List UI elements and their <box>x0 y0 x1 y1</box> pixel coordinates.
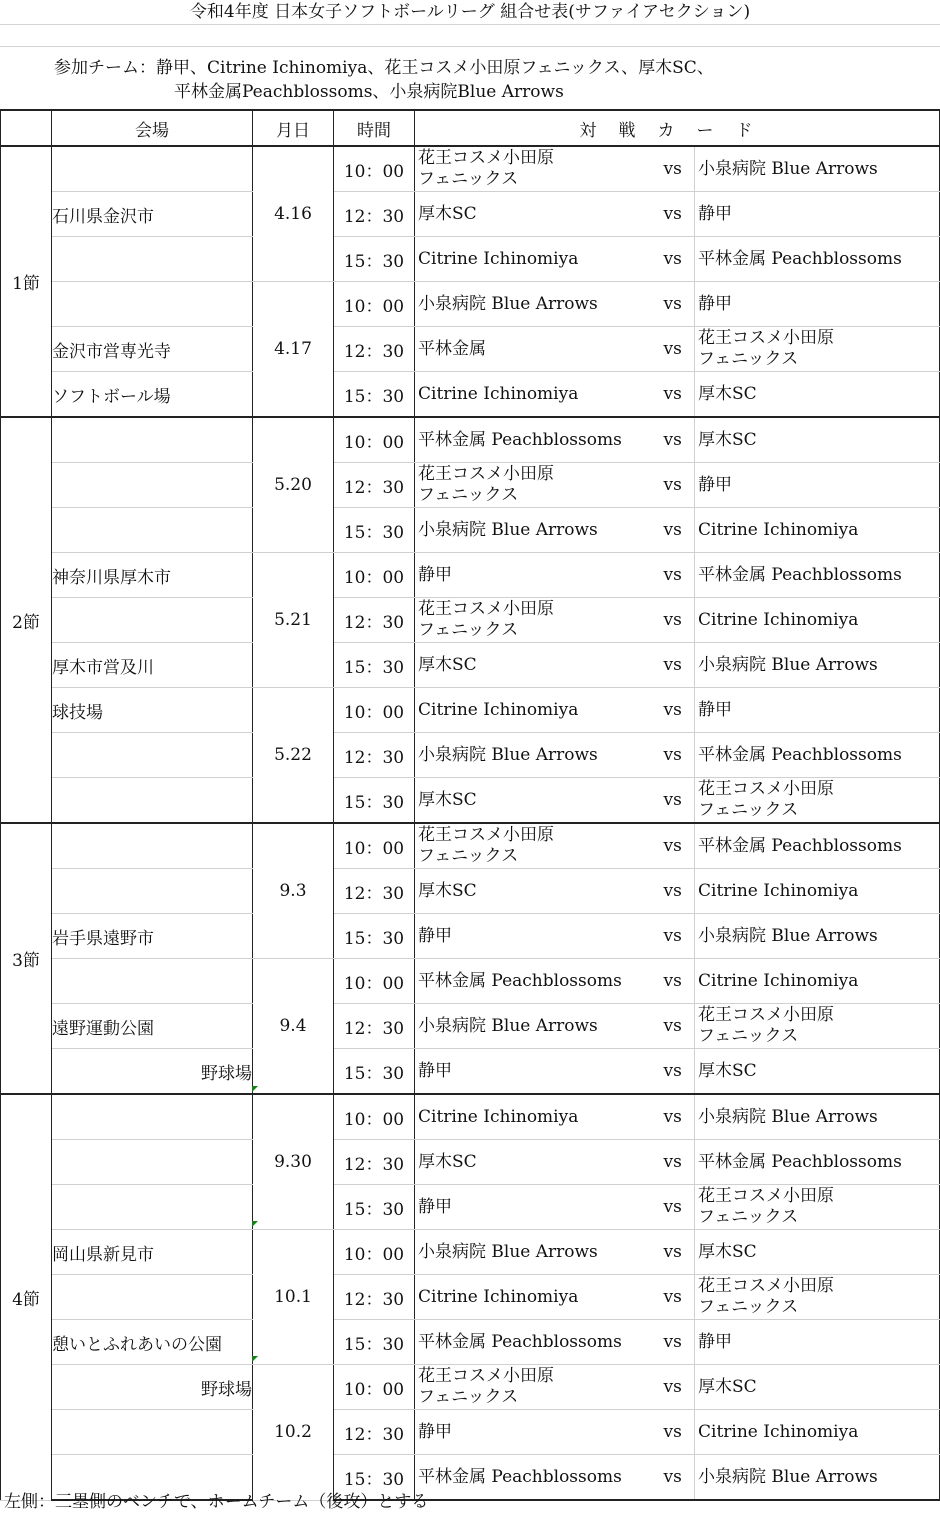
match-time: 10：00 <box>334 282 415 327</box>
vs-label: vs <box>660 1049 695 1095</box>
home-team <box>415 1140 660 1185</box>
vs-label: vs <box>660 1455 695 1501</box>
away-team <box>695 1320 940 1365</box>
participating-teams <box>54 56 714 104</box>
away-team <box>695 192 940 237</box>
vs-label: vs <box>660 1320 695 1365</box>
vs-label: vs <box>660 1365 695 1410</box>
home-team-name: 厚木SC <box>418 789 477 810</box>
venue-line: 金沢市営専光寺 <box>52 327 253 372</box>
match-date: 5.22 <box>253 688 334 824</box>
away-team <box>695 823 940 869</box>
home-team <box>415 914 660 959</box>
home-team <box>415 959 660 1004</box>
venue-cell <box>52 733 253 778</box>
home-team-name: 平林金属 Peachblossoms <box>418 1466 622 1487</box>
away-team-name: 静甲 <box>698 293 732 314</box>
match-time: 12：30 <box>334 733 415 778</box>
venue-cell <box>52 508 253 553</box>
venue-line: 野球場 <box>52 1049 253 1095</box>
blank-row <box>0 24 940 47</box>
match-time: 10：00 <box>334 1230 415 1275</box>
away-team-name: 厚木SC <box>698 383 757 404</box>
venue-cell <box>52 1094 253 1140</box>
venue-cell <box>52 146 253 192</box>
game-row <box>1 733 940 778</box>
match-date: 9.4 <box>253 959 334 1095</box>
venue-cell <box>52 237 253 282</box>
home-team-name: 花王コスメ小田原 フェニックス <box>418 464 554 505</box>
away-team-name: Citrine Ichinomiya <box>698 609 859 630</box>
away-team-name: 平林金属 Peachblossoms <box>698 564 902 585</box>
home-team <box>415 417 660 463</box>
venue-line: 石川県金沢市 <box>52 192 253 237</box>
home-team <box>415 327 660 372</box>
away-team-name: 平林金属 Peachblossoms <box>698 248 902 269</box>
game-row <box>1 417 940 463</box>
home-team <box>415 1275 660 1320</box>
venue-line: 球技場 <box>52 688 253 733</box>
vs-label: vs <box>660 372 695 418</box>
game-row <box>1 869 940 914</box>
away-team-name: 平林金属 Peachblossoms <box>698 835 902 856</box>
match-time: 12：30 <box>334 869 415 914</box>
venue-line: 岡山県新見市 <box>52 1230 253 1275</box>
vs-label: vs <box>660 959 695 1004</box>
away-team-name: 小泉病院 Blue Arrows <box>698 158 878 179</box>
home-team-name: Citrine Ichinomiya <box>418 1106 579 1127</box>
match-time: 10：00 <box>334 553 415 598</box>
vs-label: vs <box>660 463 695 508</box>
page-title: 令和4年度 日本女子ソフトボールリーグ 組合せ表(サファイアセクション) <box>0 0 940 25</box>
header-card: 対戦カード <box>415 110 940 146</box>
away-team <box>695 1049 940 1095</box>
away-team <box>695 598 940 643</box>
home-team-name: Citrine Ichinomiya <box>418 383 579 404</box>
match-time: 12：30 <box>334 1410 415 1455</box>
home-team-name: 小泉病院 Blue Arrows <box>418 1015 598 1036</box>
home-team-name: 厚木SC <box>418 1151 477 1172</box>
away-team-name: 厚木SC <box>698 1060 757 1081</box>
vs-label: vs <box>660 598 695 643</box>
away-team-name: 厚木SC <box>698 1376 757 1397</box>
away-team <box>695 1140 940 1185</box>
away-team-name: 花王コスメ小田原 フェニックス <box>698 779 834 820</box>
away-team-name: 小泉病院 Blue Arrows <box>698 1106 878 1127</box>
away-team <box>695 372 940 418</box>
away-team <box>695 869 940 914</box>
vs-label: vs <box>660 192 695 237</box>
away-team-name: 小泉病院 Blue Arrows <box>698 1466 878 1487</box>
vs-label: vs <box>660 146 695 192</box>
game-row <box>1 1320 940 1365</box>
vs-label: vs <box>660 553 695 598</box>
match-time: 15：30 <box>334 237 415 282</box>
header-row <box>1 110 940 146</box>
match-time: 15：30 <box>334 1320 415 1365</box>
home-team-name: 花王コスメ小田原 フェニックス <box>418 599 554 640</box>
home-team <box>415 192 660 237</box>
home-team-name: 小泉病院 Blue Arrows <box>418 1241 598 1262</box>
venue-cell <box>52 1140 253 1185</box>
game-row <box>1 598 940 643</box>
venue-cell <box>52 417 253 463</box>
game-row <box>1 146 940 192</box>
match-time: 10：00 <box>334 146 415 192</box>
game-row <box>1 959 940 1004</box>
game-row <box>1 643 940 688</box>
match-time: 15：30 <box>334 643 415 688</box>
away-team <box>695 688 940 733</box>
away-team-name: 平林金属 Peachblossoms <box>698 744 902 765</box>
away-team-name: 平林金属 Peachblossoms <box>698 1151 902 1172</box>
game-row <box>1 553 940 598</box>
match-time: 15：30 <box>334 914 415 959</box>
away-team <box>695 643 940 688</box>
match-date: 5.21 <box>253 553 334 688</box>
away-team-name: Citrine Ichinomiya <box>698 880 859 901</box>
game-row <box>1 688 940 733</box>
home-team-name: Citrine Ichinomiya <box>418 1286 579 1307</box>
away-team-name: Citrine Ichinomiya <box>698 970 859 991</box>
game-row <box>1 1049 940 1095</box>
match-time: 10：00 <box>334 959 415 1004</box>
match-time: 12：30 <box>334 1140 415 1185</box>
away-team <box>695 1185 940 1230</box>
venue-cell <box>52 959 253 1004</box>
away-team <box>695 1365 940 1410</box>
venue-line: 岩手県遠野市 <box>52 914 253 959</box>
venue-cell <box>52 282 253 327</box>
section-label: 2節 <box>1 417 52 823</box>
home-team-name: 静甲 <box>418 564 452 585</box>
header-date: 月日 <box>253 110 334 146</box>
away-team <box>695 417 940 463</box>
home-team <box>415 869 660 914</box>
venue-cell <box>52 823 253 869</box>
game-row <box>1 1185 940 1230</box>
game-row <box>1 1140 940 1185</box>
venue-cell <box>52 1185 253 1230</box>
venue-line: 憩いとふれあいの公園 <box>52 1320 253 1365</box>
vs-label: vs <box>660 508 695 553</box>
away-team <box>695 914 940 959</box>
home-team-name: 平林金属 <box>418 338 486 359</box>
home-team-name: 厚木SC <box>418 880 477 901</box>
vs-label: vs <box>660 643 695 688</box>
match-time: 10：00 <box>334 1365 415 1410</box>
away-team-name: 花王コスメ小田原 フェニックス <box>698 328 834 369</box>
vs-label: vs <box>660 282 695 327</box>
game-row <box>1 282 940 327</box>
home-team-name: 小泉病院 Blue Arrows <box>418 293 598 314</box>
section-label: 4節 <box>1 1094 52 1500</box>
away-team-name: 花王コスメ小田原 フェニックス <box>698 1005 834 1046</box>
match-time: 12：30 <box>334 1275 415 1320</box>
match-time: 10：00 <box>334 688 415 733</box>
vs-label: vs <box>660 778 695 824</box>
vs-label: vs <box>660 733 695 778</box>
away-team <box>695 959 940 1004</box>
vs-label: vs <box>660 914 695 959</box>
home-team <box>415 1410 660 1455</box>
venue-line: ソフトボール場 <box>52 372 253 418</box>
footnote: 左側：三塁側のベンチで、ホームチーム（後攻）とする <box>4 1492 429 1512</box>
home-team-name: 平林金属 Peachblossoms <box>418 970 622 991</box>
home-team-name: 小泉病院 Blue Arrows <box>418 744 598 765</box>
vs-label: vs <box>660 1094 695 1140</box>
home-team <box>415 372 660 418</box>
match-date: 10.1 <box>253 1230 334 1365</box>
game-row <box>1 1275 940 1320</box>
away-team-name: Citrine Ichinomiya <box>698 519 859 540</box>
home-team <box>415 1320 660 1365</box>
venue-line: 野球場 <box>52 1365 253 1410</box>
home-team <box>415 553 660 598</box>
game-row <box>1 192 940 237</box>
vs-label: vs <box>660 1230 695 1275</box>
home-team <box>415 778 660 824</box>
match-time: 12：30 <box>334 598 415 643</box>
comment-marker <box>252 1356 258 1362</box>
game-row <box>1 1365 940 1410</box>
vs-label: vs <box>660 327 695 372</box>
teams-line-1: 参加チーム：静甲、Citrine Ichinomiya、花王コスメ小田原フェニックス、厚木SC、 <box>54 58 714 78</box>
home-team-name: 静甲 <box>418 1060 452 1081</box>
home-team-name: 厚木SC <box>418 203 477 224</box>
game-row <box>1 508 940 553</box>
away-team <box>695 1410 940 1455</box>
vs-label: vs <box>660 1275 695 1320</box>
away-team <box>695 282 940 327</box>
header-blank <box>1 110 52 146</box>
home-team <box>415 823 660 869</box>
home-team-name: Citrine Ichinomiya <box>418 699 579 720</box>
game-row <box>1 778 940 824</box>
schedule-table <box>0 109 940 1501</box>
away-team <box>695 146 940 192</box>
match-time: 10：00 <box>334 823 415 869</box>
away-team-name: 花王コスメ小田原 フェニックス <box>698 1276 834 1317</box>
match-time: 15：30 <box>334 1185 415 1230</box>
venue-cell <box>52 1410 253 1455</box>
home-team <box>415 1365 660 1410</box>
away-team <box>695 327 940 372</box>
away-team-name: 静甲 <box>698 1331 732 1352</box>
home-team <box>415 146 660 192</box>
away-team-name: 厚木SC <box>698 429 757 450</box>
game-row <box>1 823 940 869</box>
match-date: 9.3 <box>253 823 334 959</box>
match-time: 15：30 <box>334 372 415 418</box>
comment-marker <box>252 1086 258 1092</box>
venue-cell <box>52 1275 253 1320</box>
vs-label: vs <box>660 1004 695 1049</box>
match-date: 9.30 <box>253 1094 334 1230</box>
away-team-name: 静甲 <box>698 474 732 495</box>
game-row <box>1 327 940 372</box>
vs-label: vs <box>660 869 695 914</box>
home-team-name: 花王コスメ小田原 フェニックス <box>418 148 554 189</box>
match-time: 15：30 <box>334 778 415 824</box>
away-team-name: 静甲 <box>698 699 732 720</box>
match-time: 12：30 <box>334 1004 415 1049</box>
match-date: 5.20 <box>253 417 334 553</box>
away-team <box>695 553 940 598</box>
match-time: 10：00 <box>334 417 415 463</box>
home-team-name: Citrine Ichinomiya <box>418 248 579 269</box>
venue-line: 厚木市営及川 <box>52 643 253 688</box>
home-team <box>415 463 660 508</box>
comment-marker <box>252 1221 258 1227</box>
home-team <box>415 688 660 733</box>
away-team-name: 静甲 <box>698 203 732 224</box>
away-team <box>695 778 940 824</box>
home-team <box>415 598 660 643</box>
home-team <box>415 1185 660 1230</box>
game-row <box>1 1230 940 1275</box>
venue-cell <box>52 778 253 824</box>
home-team <box>415 237 660 282</box>
away-team <box>695 1455 940 1501</box>
game-row <box>1 1004 940 1049</box>
home-team-name: 小泉病院 Blue Arrows <box>418 519 598 540</box>
match-time: 15：30 <box>334 1049 415 1095</box>
home-team-name: 厚木SC <box>418 654 477 675</box>
match-date: 10.2 <box>253 1365 334 1501</box>
home-team-name: 平林金属 Peachblossoms <box>418 429 622 450</box>
home-team <box>415 1094 660 1140</box>
vs-label: vs <box>660 823 695 869</box>
venue-line: 神奈川県厚木市 <box>52 553 253 598</box>
home-team-name: 静甲 <box>418 1196 452 1217</box>
away-team <box>695 1004 940 1049</box>
away-team-name: 花王コスメ小田原 フェニックス <box>698 1186 834 1227</box>
home-team-name: 花王コスメ小田原 フェニックス <box>418 825 554 866</box>
game-row <box>1 237 940 282</box>
home-team <box>415 282 660 327</box>
away-team-name: 厚木SC <box>698 1241 757 1262</box>
home-team <box>415 1049 660 1095</box>
vs-label: vs <box>660 688 695 733</box>
match-time: 15：30 <box>334 1455 415 1501</box>
match-time: 12：30 <box>334 463 415 508</box>
away-team-name: Citrine Ichinomiya <box>698 1421 859 1442</box>
away-team <box>695 508 940 553</box>
home-team <box>415 508 660 553</box>
teams-line-2: 平林金属Peachblossoms、小泉病院Blue Arrows <box>174 82 564 102</box>
match-date: 4.17 <box>253 282 334 418</box>
venue-line: 遠野運動公園 <box>52 1004 253 1049</box>
away-team-name: 小泉病院 Blue Arrows <box>698 925 878 946</box>
away-team <box>695 463 940 508</box>
game-row <box>1 914 940 959</box>
away-team-name: 小泉病院 Blue Arrows <box>698 654 878 675</box>
game-row <box>1 463 940 508</box>
home-team <box>415 1455 660 1501</box>
venue-cell <box>52 598 253 643</box>
match-time: 15：30 <box>334 508 415 553</box>
match-time: 10：00 <box>334 1094 415 1140</box>
home-team <box>415 733 660 778</box>
vs-label: vs <box>660 1140 695 1185</box>
game-row <box>1 372 940 418</box>
home-team <box>415 1230 660 1275</box>
venue-cell <box>52 869 253 914</box>
match-time: 12：30 <box>334 327 415 372</box>
vs-label: vs <box>660 237 695 282</box>
away-team <box>695 1094 940 1140</box>
game-row <box>1 1094 940 1140</box>
section-label: 3節 <box>1 823 52 1094</box>
vs-label: vs <box>660 1185 695 1230</box>
away-team <box>695 733 940 778</box>
game-row <box>1 1410 940 1455</box>
home-team <box>415 643 660 688</box>
vs-label: vs <box>660 417 695 463</box>
away-team <box>695 1230 940 1275</box>
header-time: 時間 <box>334 110 415 146</box>
home-team-name: 花王コスメ小田原 フェニックス <box>418 1366 554 1407</box>
section-label: 1節 <box>1 146 52 417</box>
header-venue: 会場 <box>52 110 253 146</box>
vs-label: vs <box>660 1410 695 1455</box>
match-time: 12：30 <box>334 192 415 237</box>
home-team-name: 静甲 <box>418 1421 452 1442</box>
away-team <box>695 1275 940 1320</box>
match-date: 4.16 <box>253 146 334 282</box>
home-team-name: 平林金属 Peachblossoms <box>418 1331 622 1352</box>
home-team <box>415 1004 660 1049</box>
home-team-name: 静甲 <box>418 925 452 946</box>
venue-cell <box>52 463 253 508</box>
away-team <box>695 237 940 282</box>
